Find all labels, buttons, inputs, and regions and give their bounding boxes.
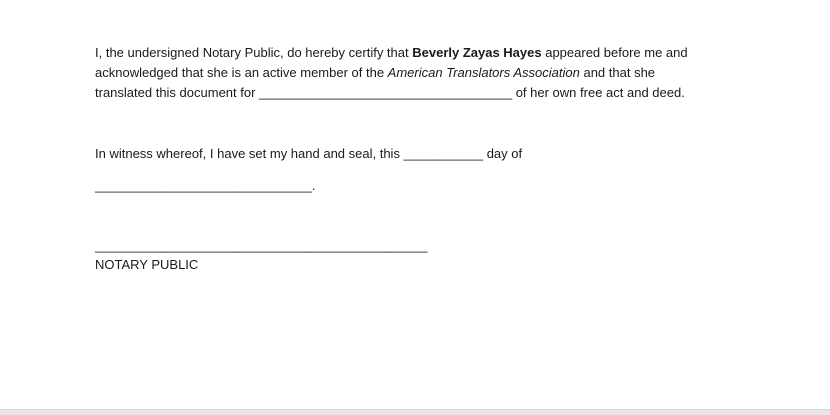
day-blank: ___________ (403, 146, 484, 161)
month-blank-line (95, 176, 316, 196)
certification-text-2a: acknowledged that she is an active member of the (95, 65, 388, 80)
witness-paragraph (95, 144, 522, 164)
certification-paragraph (95, 43, 688, 103)
witness-text-b: day of (483, 146, 523, 161)
association-name: American Translators Association (387, 65, 580, 80)
certification-text-1b: appeared before me and (541, 45, 688, 60)
certification-text-3b: of her own free act and deed. (512, 85, 685, 100)
certification-text-2b: and that she (579, 65, 656, 80)
page-bottom-border (0, 409, 830, 415)
translated-for-blank: ___________________________________ (259, 85, 513, 100)
signature-line: ______________________________________________ (95, 238, 428, 253)
translator-name: Beverly Zayas Hayes (412, 45, 542, 60)
notary-public-label: NOTARY PUBLIC (95, 257, 199, 272)
witness-text-a: In witness whereof, I have set my hand and seal, this (95, 146, 404, 161)
certification-text-3a: translated this document for (95, 85, 260, 100)
certification-text-1a: I, the undersigned Notary Public, do hereby certify that (95, 45, 413, 60)
month-blank: ______________________________. (95, 178, 316, 193)
